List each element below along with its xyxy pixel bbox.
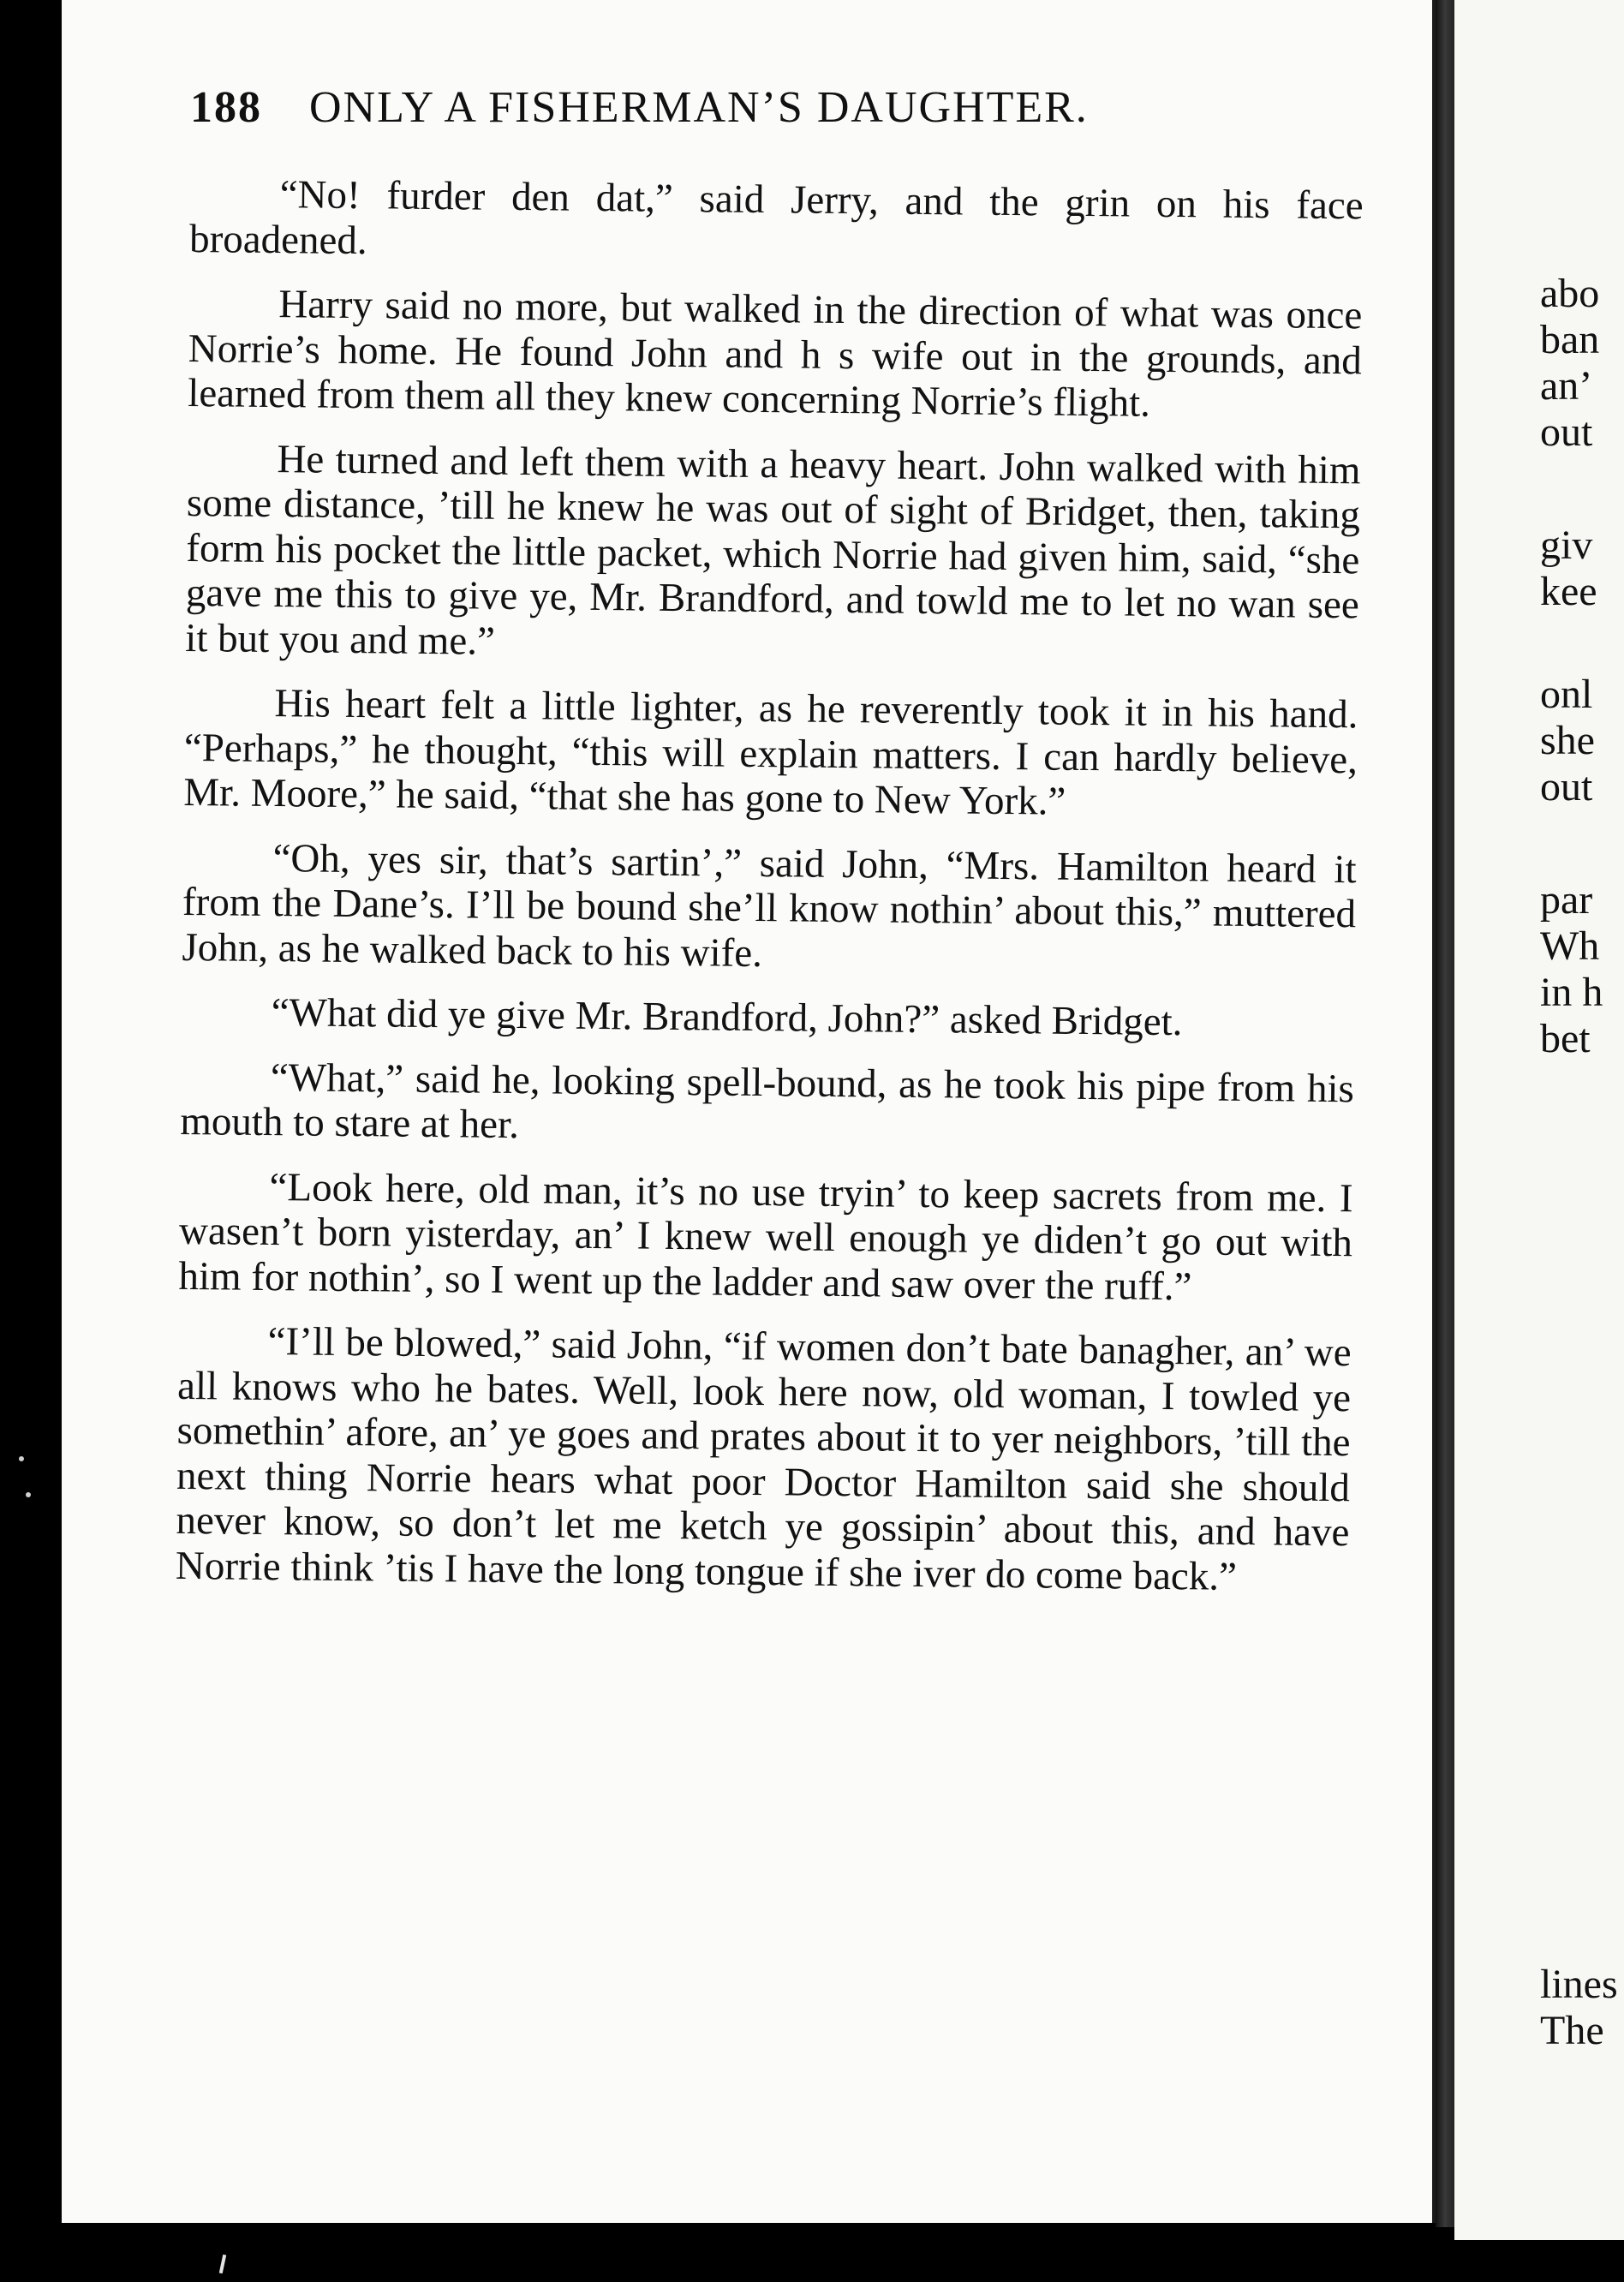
facing-page-fragment: out	[1540, 409, 1593, 455]
facing-page-fragment: she	[1540, 718, 1595, 763]
facing-page-fragment: bet	[1540, 1016, 1591, 1061]
paragraph: “I’ll be blowed,” said John, “if women don’t bate banagher, an’ we all knows who he bates. Well, look here now, old woman, I towled ye somethin’ afore, an’ ye goes and prates about it to yer neighbors, ’till the next thing Norrie hears what poor Doctor Hamilton said she should never know, so don’t let me ketch ye gossipin’ about this, and have Norrie think ’tis I have the long tongue if she iver do come back.”	[175, 1319, 1352, 1599]
facing-page-fragment: in h	[1540, 970, 1603, 1015]
facing-page-fragment: giv	[1540, 523, 1593, 568]
paragraph: “What,” said he, looking spell-bound, as he took his pipe from his mouth to stare at her.	[180, 1054, 1355, 1148]
scan-speck	[219, 2255, 226, 2273]
facing-page-fragment: The	[1540, 2008, 1604, 2053]
paragraph: He turned and left them with a heavy heart. John walked with him some distance, ’till he knew he was out of sight of Bridget, then, taking form his pocket the little packet, which Norrie had given him, said, “she gave me this to give ye, Mr. Brandford, and towld me to let no wan see it but you and me.”	[185, 436, 1361, 664]
facing-page-fragment: abo	[1540, 271, 1600, 316]
running-head	[190, 82, 1304, 133]
facing-page-fragment: kee	[1540, 569, 1597, 614]
paragraph: “No! furder den dat,” said Jerry, and the grin on his face broadened.	[188, 172, 1364, 263]
facing-page-fragment: onl	[1540, 672, 1593, 717]
facing-page-fragment: out	[1540, 764, 1593, 809]
paragraph: Harry said no more, but walked in the direction of what was once Norrie’s home. He found John and h s wife out in the grounds, and learned from them all they knew concerning Norrie’s flight.	[188, 282, 1363, 426]
body-text	[175, 171, 1363, 1620]
paragraph: His heart felt a little lighter, as he reverently took it in his hand. “Perhaps,” he thought, “this will explain matters. I can hardly believe, Mr. Moore,” he said, “that she has gone to New York.”	[183, 681, 1358, 824]
paragraph: “Look here, old man, it’s no use tryin’ to keep sacrets from me. I wasen’t born yisterday, an’ I knew well enough ye diden’t go out with him for nothin’, so I went up the ladder and saw over the ruff.”	[178, 1164, 1353, 1309]
running-head-title: ONLY A FISHERMAN’S DAUGHTER.	[309, 83, 1089, 132]
facing-page-fragment: par	[1540, 877, 1593, 923]
scan-speck	[19, 1456, 24, 1461]
book-page	[62, 0, 1437, 2223]
paragraph: “What did ye give Mr. Brandford, John?” asked Bridget.	[271, 990, 1183, 1045]
scan-speck	[26, 1492, 31, 1497]
facing-page-edge	[1454, 0, 1624, 2240]
book-gutter	[1436, 0, 1454, 2227]
facing-page-fragment: an’	[1540, 363, 1593, 409]
page-number: 188	[190, 83, 262, 132]
facing-page-fragment: ban	[1540, 317, 1600, 362]
paragraph: “Oh, yes sir, that’s sartin’,” said John, “Mrs. Hamilton heard it from the Dane’s. I’ll be bound she’ll know nothin’ about this,” muttered John, as he walked back to his wife.	[182, 835, 1357, 976]
facing-page-fragment: Wh	[1540, 923, 1600, 969]
facing-page-fragment: lines	[1540, 1962, 1618, 2007]
